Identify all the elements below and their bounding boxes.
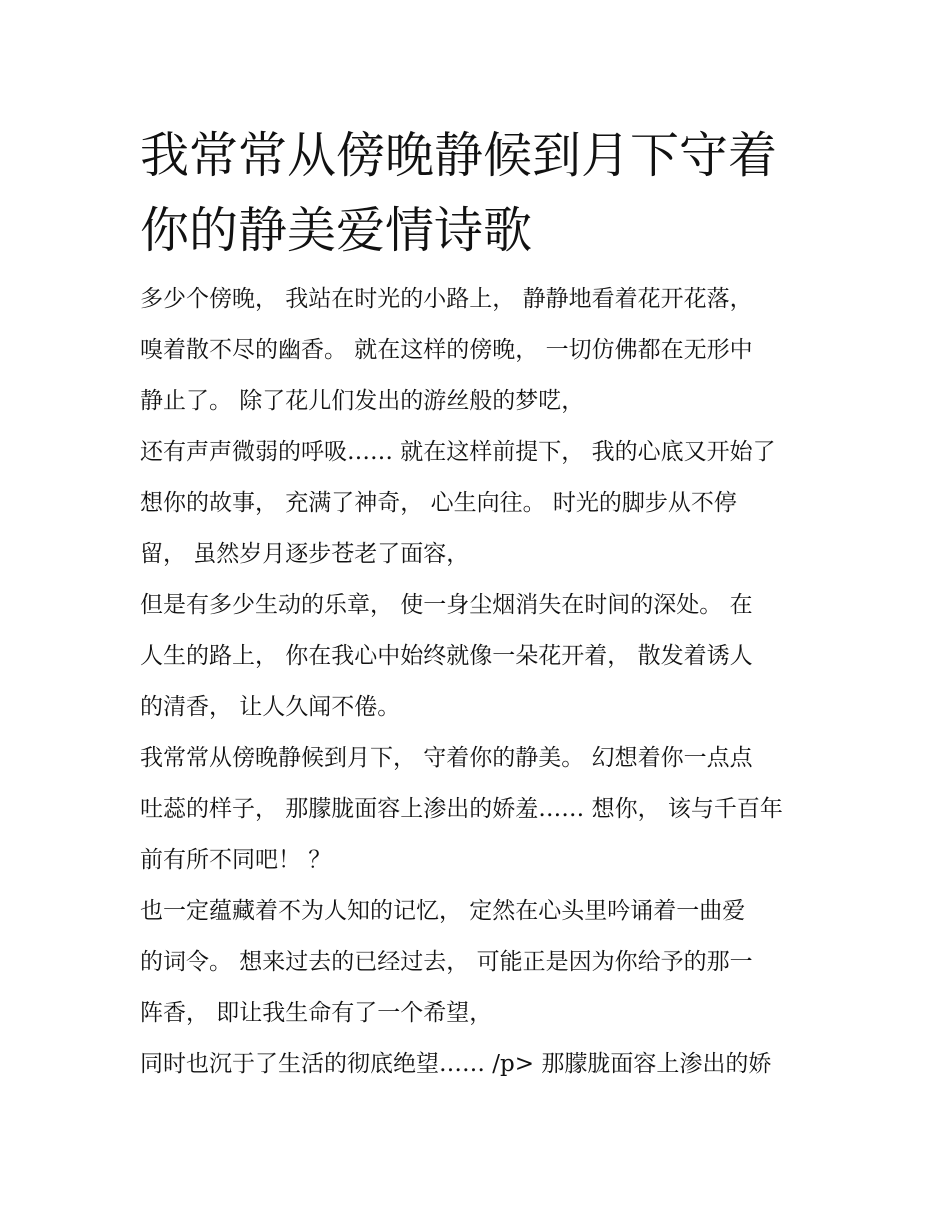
document-title bbox=[140, 118, 830, 268]
title-line-1: 我常常从傍晚静候到月下守着 bbox=[140, 127, 778, 184]
text-line: 吐蕊的样子， 那朦胧面容上渗出的娇羞…… 想你， 该与千百年 bbox=[140, 796, 783, 822]
text-line: 留， 虽然岁月逐步苍老了面容， bbox=[140, 541, 470, 567]
text-line: 我常常从傍晚静候到月下， 守着你的静美。 幻想着你一点点 bbox=[140, 745, 753, 771]
text-line: 静止了。 除了花儿们发出的游丝般的梦呓， bbox=[140, 388, 585, 414]
document-body bbox=[140, 274, 820, 1090]
text-line: 同时也沉于了生活的彻底绝望…… /p> 那朦胧面容上渗出的娇 bbox=[140, 1051, 772, 1077]
text-line: 也一定蕴藏着不为人知的记忆， 定然在心头里吟诵着一曲爱 bbox=[140, 898, 746, 924]
text-line: 的清香， 让人久闻不倦。 bbox=[140, 694, 401, 720]
text-line: 人生的路上， 你在我心中始终就像一朵花开着， 散发着诱人 bbox=[140, 643, 753, 669]
text-line: 还有声声微弱的呼吸…… 就在这样前提下， 我的心底又开始了 bbox=[140, 439, 776, 465]
text-line: 嗅着散不尽的幽香。 就在这样的傍晚， 一切仿佛都在无形中 bbox=[140, 337, 753, 363]
title-line-2: 你的静美爱情诗歌 bbox=[140, 202, 533, 259]
text-line: 阵香， 即让我生命有了一个希望， bbox=[140, 1000, 493, 1026]
text-line: 但是有多少生动的乐章， 使一身尘烟消失在时间的深处。 在 bbox=[140, 592, 753, 618]
text-line: 想你的故事， 充满了神奇， 心生向往。 时光的脚步从不停 bbox=[140, 490, 737, 516]
text-line: 的词令。 想来过去的已经过去， 可能正是因为你给予的那一 bbox=[140, 949, 753, 975]
text-line: 多少个傍晚， 我站在时光的小路上， 静静地看着花开花落， bbox=[140, 286, 753, 312]
text-line: 前有所不同吧！ ？ bbox=[140, 847, 332, 873]
